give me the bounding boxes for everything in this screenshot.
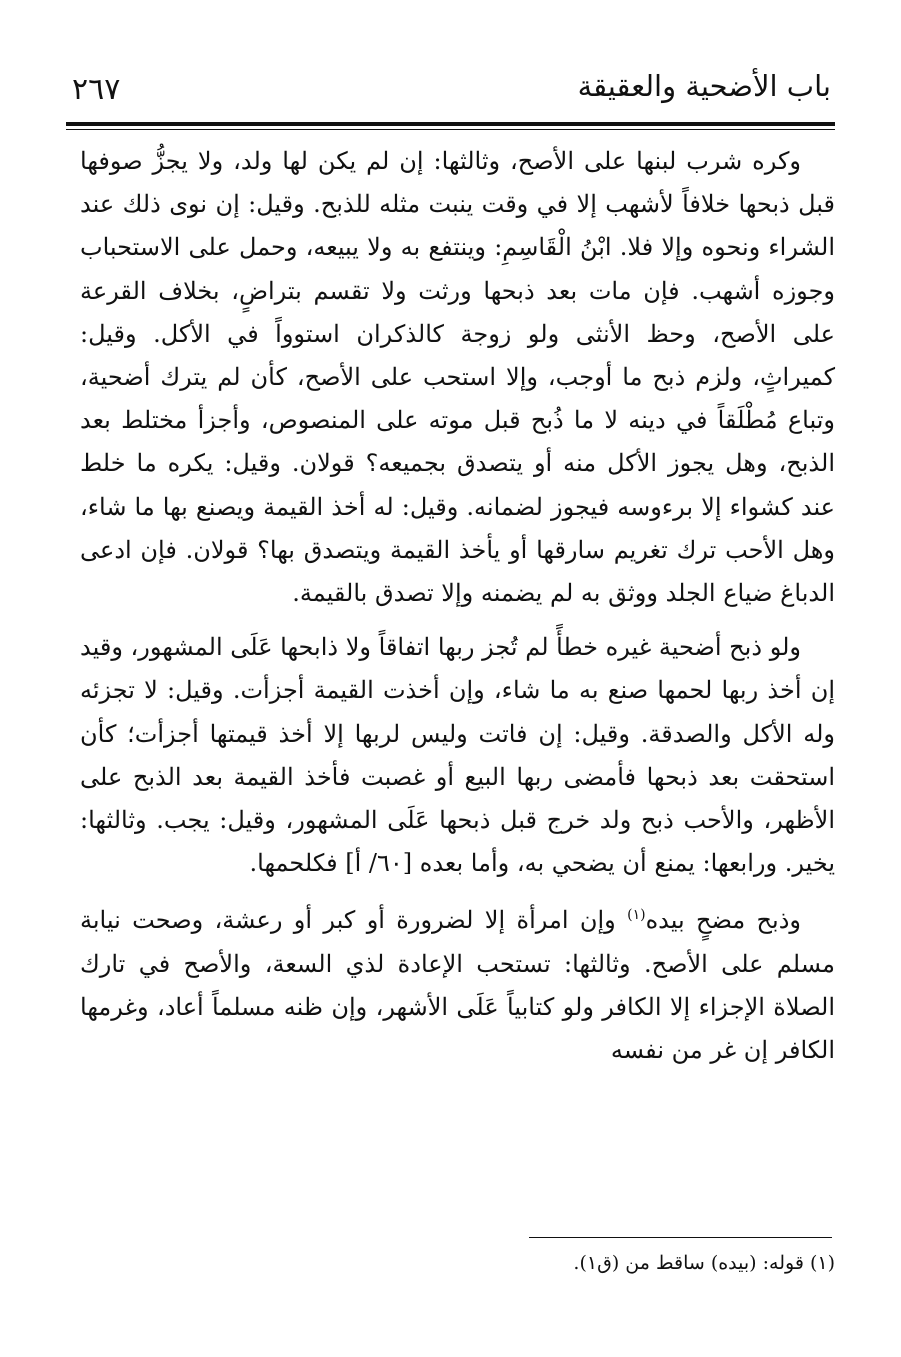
footnote: (١) قوله: (بيده) ساقط من (ق١). [573,1252,835,1274]
footnote-separator [529,1237,832,1238]
running-title: باب الأضحية والعقيقة [577,69,831,103]
header-rule-thin [66,129,835,130]
paragraph [80,899,835,1072]
page-header [68,58,835,114]
paragraph-text: وإن امرأة إلا لضرورة أو كبر أو رعشة، وصحت نيابة مسلم على الأصح. وثالثها: تستحب الإعادة لذي السعة، والأصح في تارك الصلاة الإجزاء إلا الكافر ولو كتابياً عَلَى الأشهر، وإن ظنه مسلماً أعاد، وغرمها الكافر إن غر من نفسه [80,906,835,1065]
page-number: ٢٦٧ [72,72,121,107]
paragraph-text: وذبح مضحٍ بيده [645,906,801,935]
paragraph: ولو ذبح أضحية غيره خطأً لم تُجز ربها اتفاقاً ولا ذابحها عَلَى المشهور، وقيد إن أخذ ربها لحمها صنع به ما شاء، وإن أخذت القيمة أجزأت. وقيل: لا تجزئه وله الأكل والصدقة. وقيل: إن فاتت وليس لربها إلا أخذ قيمتها أجزأت؛ كأن استحقت بعد ذبحها فأمضى ربها البيع أو غصبت فأخذ القيمة بعد الذبح على الأظهر، والأحب ذبح ولد خرج قبل ذبحها عَلَى المشهور، وقيل: يجب. وثالثها: يخير. ورابعها: يمنع أن يضحي به، وأما بعده [٦٠/ أ] فكلحمها. [80,633,835,878]
main-text [80,140,835,1072]
paragraph: وكره شرب لبنها على الأصح، وثالثها: إن لم يكن لها ولد، ولا يجزُّ صوفها قبل ذبحها خلافاً لأشهب إلا في وقت ينبت مثله للذبح. وقيل: إن نوى ذلك عند الشراء ونحوه وإلا فلا. ابْنُ الْقَاسِمِ: وينتفع به ولا يبيعه، وحمل على الاستحباب وجوزه أشهب. فإن مات بعد ذبحها ورثت ولا تقسم بتراضٍ، بخلاف القرعة على الأصح، وحظ الأنثى ولو زوجة كالذكران استوواً في الأكل. وقيل: كميراثٍ، ولزم ذبح ما أوجب، وإلا استحب على الأصح، كأن لم يترك أضحية، وتباع مُطْلَقاً في دينه لا ما ذُبح قبل موته على المنصوص، وأجزأ مختلط بعد الذبح، وهل يجوز الأكل منه أو يتصدق بجميعه؟ قولان. وقيل: يكره ما خلط عند كشواء إلا برءوسه فيجوز لضمانه. وقيل: له أخذ القيمة ويصنع بها ما شاء، وهل الأحب ترك تغريم سارقها أو يأخذ القيمة ويتصدق بها؟ قولان. فإن ادعى الدباغ ضياع الجلد ووثق به لم يضمنه وإلا تصدق بالقيمة. [80,147,835,608]
header-rule-thick [66,122,835,126]
footnote-reference-mark: (١) [627,907,646,924]
